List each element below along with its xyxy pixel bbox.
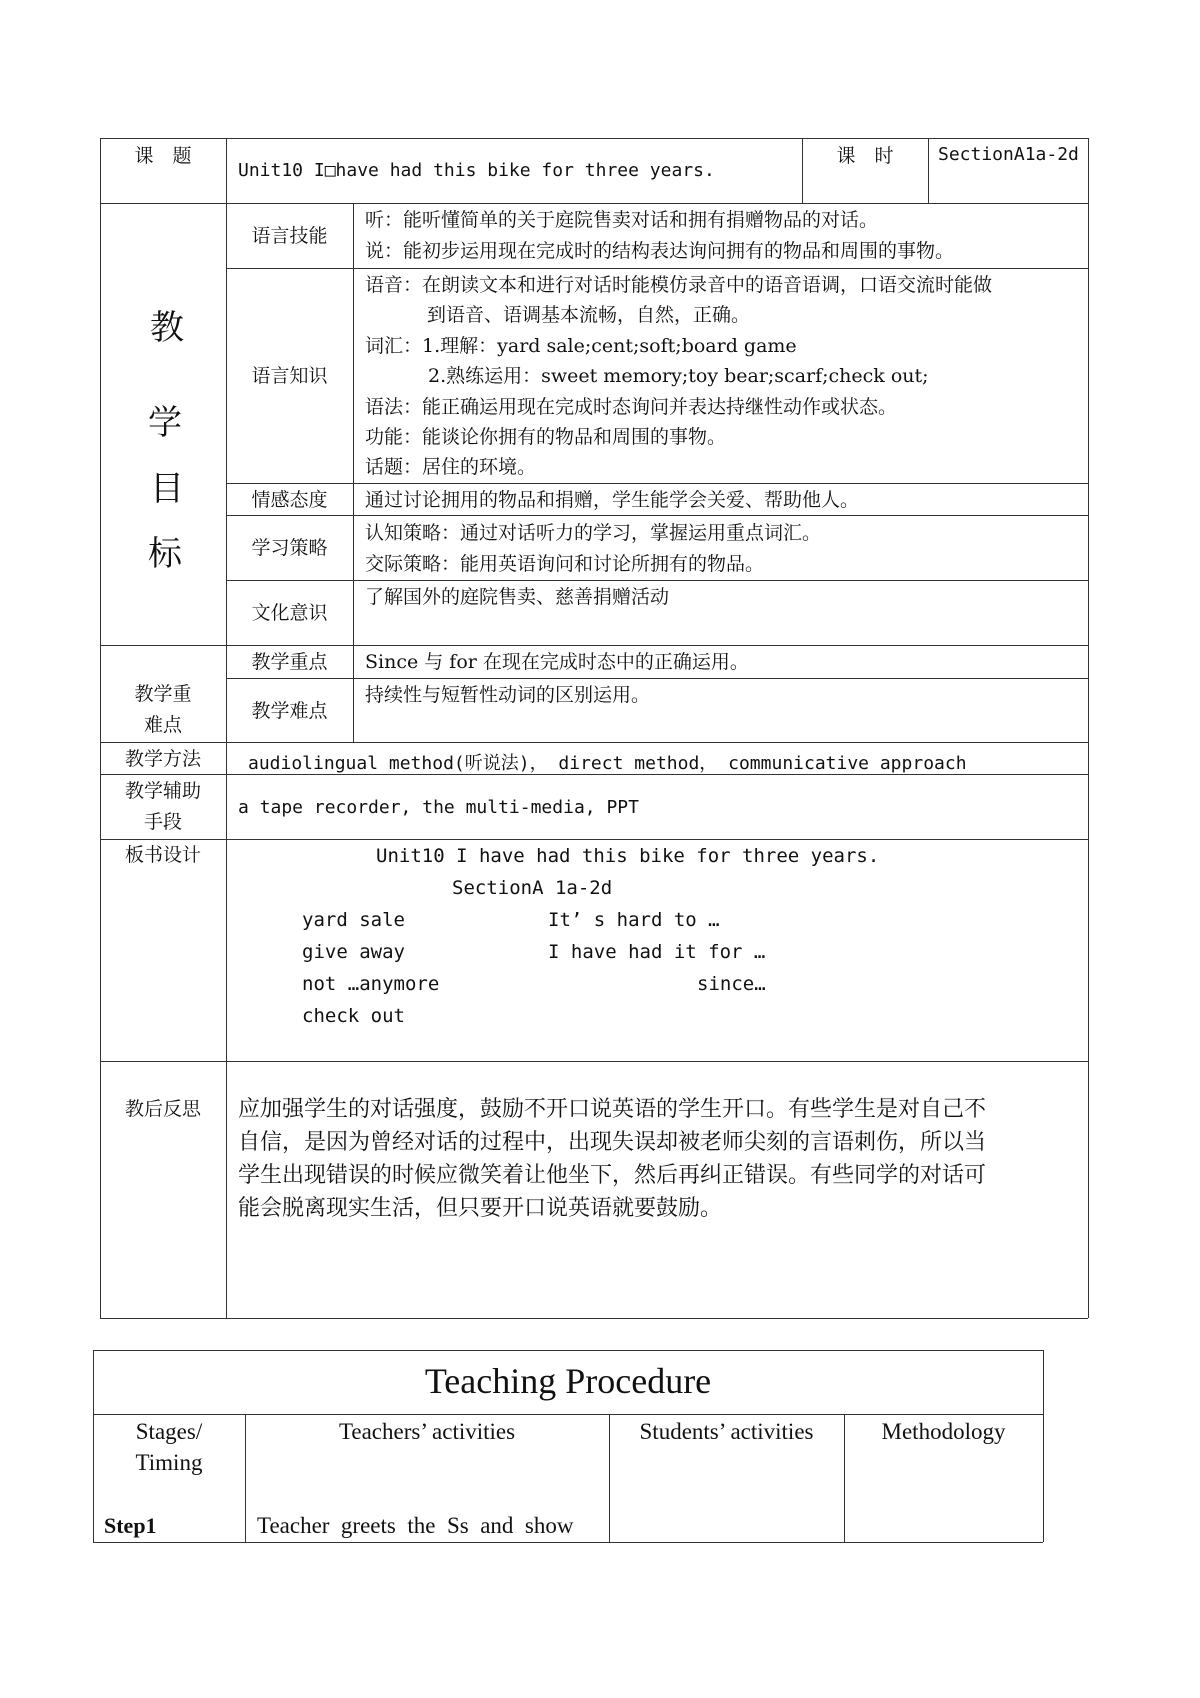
procedure-title: Teaching Procedure <box>424 1361 712 1401</box>
language-knowledge-line: 功能：能谈论你拥有的物品和周围的事物。 <box>365 426 727 448</box>
aids-text: a tape recorder, the multi-media, PPT <box>238 797 639 818</box>
col-teachers: Teachers’ activities <box>338 1419 516 1444</box>
board-label: 板书设计 <box>124 844 201 866</box>
key-points-label: 难点 <box>143 714 182 736</box>
strategy-line: 交际策略：能用英语询问和讨论所拥有的物品。 <box>365 553 765 575</box>
aids-label: 教学辅助 <box>124 780 201 802</box>
board-item: yard sale <box>302 909 405 931</box>
objectives-char: 教 <box>150 308 184 348</box>
key-points-label: 教学重 <box>134 683 192 705</box>
col-methodology: Methodology <box>881 1419 1006 1444</box>
objectives-char: 标 <box>148 534 182 574</box>
emotion-text: 通过讨论拥用的物品和捐赠，学生能学会关爱、帮助他人。 <box>365 489 860 511</box>
col-students: Students’ activities <box>639 1419 814 1444</box>
method-text: audiolingual method(听说法)， direct method， communicative approach <box>248 753 967 774</box>
language-skills-label: 语言技能 <box>251 225 328 247</box>
topic-value: Unit10 I□have had this bike for three years. <box>238 160 715 181</box>
objectives-char: 学 <box>148 403 182 443</box>
reflection-line: 学生出现错误的时候应微笑着让他坐下，然后再纠正错误。有些同学的对话可 <box>238 1163 987 1188</box>
objectives-char: 目 <box>150 469 184 509</box>
language-knowledge-line: 语音：在朗读文本和进行对话时能模仿录音中的语音语调，口语交流时能做 <box>365 274 993 296</box>
board-title: Unit10 I have had this bike for three years. <box>376 845 880 867</box>
language-knowledge-label: 语言知识 <box>251 365 328 387</box>
period-label: 课 时 <box>836 145 894 167</box>
language-knowledge-line: 话题：居住的环境。 <box>365 456 537 478</box>
col-stages: Timing <box>135 1450 203 1475</box>
reflection-line: 自信，是因为曾经对话的过程中，出现失误却被老师尖刻的言语刺伤，所以当 <box>238 1130 987 1155</box>
focus-label: 教学重点 <box>251 651 328 673</box>
board-subtitle: SectionA 1a-2d <box>452 877 613 899</box>
board-item: give away <box>302 941 405 963</box>
board-item: I have had it for … <box>548 941 766 963</box>
board-item: check out <box>302 1005 405 1027</box>
language-knowledge-line: 语法：能正确运用现在完成时态询问并表达持继性动作或状态。 <box>365 396 898 418</box>
language-knowledge-line: 到语音、语调基本流畅，自然，正确。 <box>427 304 751 326</box>
culture-label: 文化意识 <box>251 602 328 624</box>
strategy-label: 学习策略 <box>251 537 328 559</box>
step-label: Step1 <box>104 1513 157 1538</box>
culture-text: 了解国外的庭院售卖、慈善捐赠活动 <box>365 586 670 608</box>
period-value: SectionA1a-2d <box>938 144 1079 165</box>
language-knowledge-line: 词汇：1.理解：yard sale;cent;soft;board game <box>365 335 797 357</box>
step-teacher-text: Teacher greets the Ss and show <box>257 1513 574 1538</box>
board-item: not …anymore <box>302 973 440 995</box>
reflection-line: 能会脱离现实生活，但只要开口说英语就要鼓励。 <box>238 1196 723 1221</box>
focus-text: Since 与 for 在现在完成时态中的正确运用。 <box>365 651 749 673</box>
language-skills-line: 听：能听懂简单的关于庭院售卖对话和拥有捐赠物品的对话。 <box>365 209 879 231</box>
method-label: 教学方法 <box>124 748 201 770</box>
language-skills-line: 说：能初步运用现在完成时的结构表达询问拥有的物品和周围的事物。 <box>365 240 955 262</box>
strategy-line: 认知策略：通过对话听力的学习，掌握运用重点词汇。 <box>365 522 822 544</box>
col-stages: Stages/ <box>135 1419 203 1444</box>
board-item: since… <box>697 973 766 995</box>
topic-label: 课 题 <box>134 145 192 167</box>
language-knowledge-line: 2.熟练运用：sweet memory;toy bear;scarf;check out; <box>428 365 929 387</box>
difficulty-label: 教学难点 <box>251 700 328 722</box>
aids-label: 手段 <box>143 811 182 833</box>
board-item: It’ s hard to … <box>548 909 720 931</box>
difficulty-text: 持续性与短暂性动词的区别运用。 <box>365 684 651 706</box>
reflection-line: 应加强学生的对话强度，鼓励不开口说英语的学生开口。有些学生是对自己不 <box>238 1097 987 1122</box>
emotion-label: 情感态度 <box>251 489 328 511</box>
reflection-label: 教后反思 <box>124 1098 201 1120</box>
